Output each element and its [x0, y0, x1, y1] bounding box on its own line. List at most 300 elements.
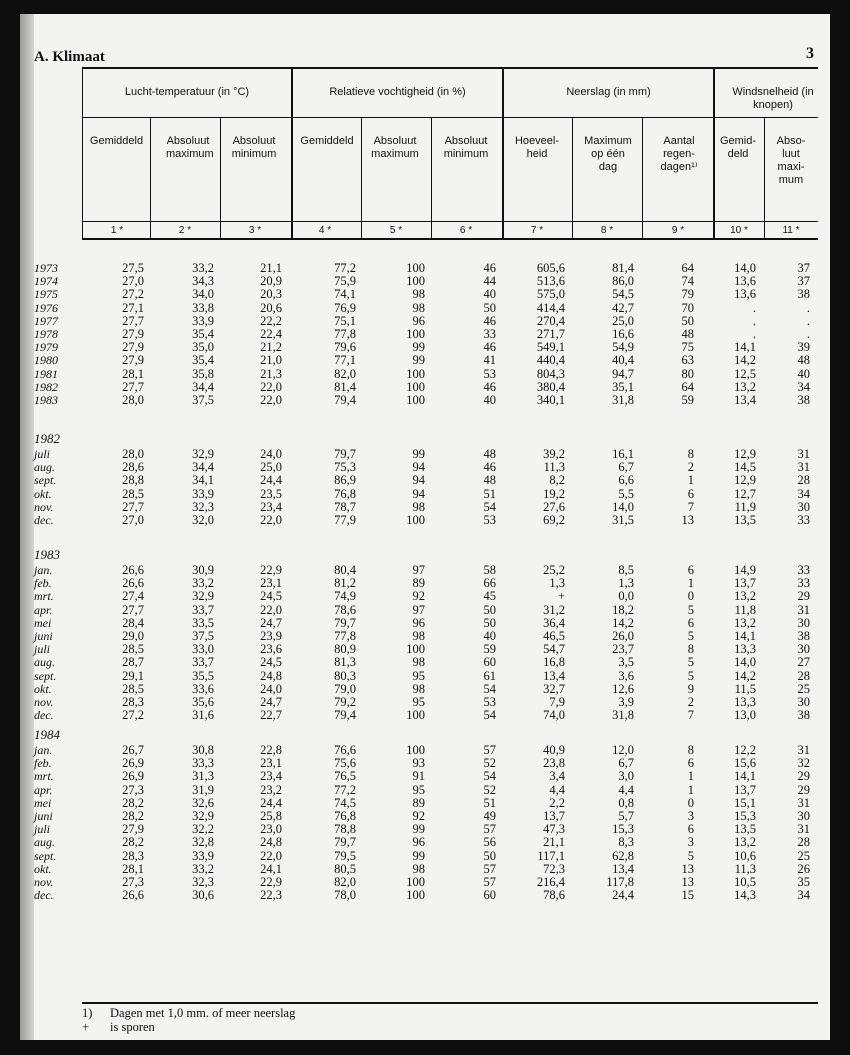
table-cell: 99: [412, 848, 425, 863]
table-cell: 86,9: [334, 473, 356, 488]
footer-rule: [82, 1002, 818, 1004]
table-cell: 45: [483, 589, 496, 604]
table-cell: 48: [681, 327, 694, 341]
table-cell: 98: [412, 655, 425, 670]
table-cell: 3,9: [618, 695, 634, 709]
table-cell: 33: [797, 513, 810, 527]
table-cell: 414,4: [536, 300, 565, 315]
table-cell: 82,0: [334, 366, 356, 381]
row-label: dec.: [34, 708, 54, 723]
table-cell: 60: [483, 888, 496, 903]
table-cell: 40: [483, 393, 496, 407]
table-cell: 14,0: [734, 655, 756, 670]
table-cell: 14,1: [734, 629, 756, 643]
table-cell: 94: [412, 460, 425, 475]
table-cell: 24,4: [260, 795, 282, 810]
table-cell: 19,2: [543, 486, 565, 501]
table-cell: 79,6: [334, 340, 356, 355]
table-cell: 100: [406, 393, 425, 407]
table-cell: 69,2: [543, 513, 565, 527]
row-label: jan.: [34, 743, 53, 757]
table-cell: 13,0: [734, 708, 756, 723]
table-cell: 80,5: [334, 861, 356, 876]
table-cell: 3: [687, 809, 694, 823]
table-cell: 48: [483, 473, 496, 488]
table-cell: 22,9: [260, 875, 282, 889]
table-cell: 23,4: [260, 499, 282, 514]
table-cell: 44: [483, 274, 496, 289]
table-cell: 51: [483, 795, 496, 810]
table-cell: 13,7: [734, 576, 756, 591]
table-cell: 74: [681, 274, 694, 289]
table-cell: 10,5: [734, 875, 756, 889]
table-cell: 98: [412, 287, 425, 302]
table-cell: 35,4: [192, 327, 214, 341]
row-label: juni: [34, 629, 53, 643]
table-cell: 30: [797, 809, 810, 823]
table-cell: 10,6: [734, 848, 756, 863]
table-cell: 340,1: [536, 393, 565, 407]
table-cell: 54: [483, 708, 496, 723]
table-cell: 26,6: [122, 563, 144, 577]
table-cell: 37: [797, 274, 810, 289]
group-header-precipitation: Neerslag (in mm): [566, 86, 651, 98]
table-cell: 3,5: [618, 655, 634, 670]
table-cell: 33: [483, 327, 496, 341]
table-cell: 14,1: [734, 340, 756, 355]
table-cell: 12,9: [734, 473, 756, 488]
column-number: 2 *: [178, 225, 192, 236]
table-cell: 48: [797, 353, 810, 368]
footnote-text: Dagen met 1,0 mm. of meer neerslag: [110, 1006, 296, 1020]
table-cell: 32,9: [192, 809, 214, 823]
table-cell: 13: [681, 875, 694, 889]
table-cell: 117,1: [537, 848, 565, 863]
table-cell: 33,9: [192, 848, 214, 863]
table-cell: 14,2: [612, 615, 634, 630]
table-cell: 35,1: [612, 379, 634, 394]
table-cell: 53: [483, 695, 496, 709]
table-cell: 33,7: [192, 655, 214, 670]
document-page: [20, 14, 830, 1040]
table-cell: 28,6: [122, 460, 144, 475]
table-cell: 12,9: [734, 447, 756, 461]
table-cell: 78,0: [334, 888, 356, 903]
table-cell: 57: [483, 743, 496, 757]
table-cell: 27,7: [122, 602, 144, 617]
table-cell: 80,3: [334, 668, 356, 683]
table-cell: 28: [797, 835, 810, 850]
table-cell: 38: [797, 629, 810, 643]
table-cell: 14,1: [734, 769, 756, 784]
table-cell: 96: [412, 835, 425, 850]
row-label: sept.: [34, 473, 57, 488]
table-cell: 31,8: [612, 393, 634, 407]
row-label: 1976: [34, 300, 58, 315]
row-label: aug.: [34, 835, 55, 850]
footnote-text: is sporen: [110, 1020, 155, 1034]
table-cell: 76,9: [334, 300, 356, 315]
table-cell: 80: [681, 366, 694, 381]
row-label: nov.: [34, 499, 54, 514]
row-label: mrt.: [34, 769, 54, 784]
column-separator: [361, 118, 362, 239]
table-cell: 4,4: [618, 782, 634, 797]
table-cell: 46: [483, 261, 496, 275]
table-cell: 80,9: [334, 642, 356, 657]
table-cell: 5: [687, 655, 694, 670]
table-cell: 54: [483, 499, 496, 514]
table-cell: 29,1: [122, 668, 144, 683]
table-cell: 13,6: [734, 287, 756, 302]
table-cell: 15,3: [612, 822, 634, 837]
table-cell: 100: [406, 327, 425, 341]
table-cell: 5: [687, 848, 694, 863]
table-cell: 11,3: [734, 861, 756, 876]
table-cell: 28: [797, 668, 810, 683]
table-cell: 26,0: [612, 629, 634, 643]
table-cell: 32,3: [192, 499, 214, 514]
table-cell: 32,9: [192, 589, 214, 604]
table-cell: 100: [406, 261, 425, 275]
table-cell: 28,8: [122, 473, 144, 488]
row-label: mei: [34, 795, 52, 810]
table-cell: 31: [797, 447, 810, 461]
table-cell: 79,4: [334, 708, 356, 723]
table-cell: 77,8: [334, 327, 356, 341]
table-cell: 13,3: [734, 695, 756, 709]
table-cell: 57: [483, 875, 496, 889]
table-cell: 8,3: [618, 835, 634, 850]
table-cell: 31: [797, 460, 810, 475]
table-cell: 50: [483, 848, 496, 863]
table-cell: 13: [681, 861, 694, 876]
table-cell: 30,6: [192, 888, 214, 903]
table-cell: 1: [687, 782, 694, 797]
table-cell: 29: [797, 589, 810, 604]
row-label: juli: [34, 822, 51, 837]
table-cell: 28,7: [122, 655, 144, 670]
table-cell: 12,2: [734, 743, 756, 757]
table-cell: 33: [797, 563, 810, 577]
table-cell: 51: [483, 486, 496, 501]
table-cell: 33,5: [192, 615, 214, 630]
table-cell: 100: [406, 366, 425, 381]
table-cell: 89: [412, 576, 425, 591]
table-cell: 27: [797, 655, 810, 670]
table-cell: 2,2: [549, 795, 565, 810]
table-cell: 25: [797, 681, 810, 696]
row-label: 1978: [34, 327, 58, 341]
column-header: Gemiddeld: [300, 135, 354, 147]
table-cell: 15,1: [734, 795, 756, 810]
table-cell: 27,3: [122, 875, 144, 889]
table-cell: 2: [687, 695, 694, 709]
table-cell: 15: [681, 888, 694, 903]
table-cell: 28,1: [122, 366, 144, 381]
table-cell: 24,4: [612, 888, 634, 903]
header-mid-rule: [82, 117, 818, 118]
table-cell: 15,3: [734, 809, 756, 823]
table-cell: 31,2: [543, 602, 565, 617]
table-cell: 94,7: [612, 366, 634, 381]
table-cell: 22,0: [260, 379, 282, 394]
table-cell: 75: [681, 340, 694, 355]
table-cell: 13,6: [734, 274, 756, 289]
table-cell: 58: [483, 563, 496, 577]
column-number: 11 *: [782, 225, 800, 236]
table-cell: 8,5: [618, 563, 634, 577]
table-cell: 33: [797, 576, 810, 591]
table-cell: 2: [687, 460, 694, 475]
row-label: nov.: [34, 875, 54, 889]
table-cell: 78,7: [334, 499, 356, 514]
table-cell: 82,0: [334, 875, 356, 889]
table-cell: 28,0: [122, 447, 144, 461]
table-cell: 37: [797, 261, 810, 275]
table-cell: 27,4: [122, 589, 144, 604]
row-label: juni: [34, 809, 53, 823]
table-cell: 99: [412, 822, 425, 837]
table-cell: 72,3: [543, 861, 565, 876]
table-cell: 11,3: [543, 460, 565, 475]
table-cell: 11,5: [734, 681, 756, 696]
table-cell: 13,2: [734, 835, 756, 850]
table-cell: 46: [483, 340, 496, 355]
row-label: dec.: [34, 888, 54, 903]
table-cell: 35,5: [192, 668, 214, 683]
table-cell: 26,9: [122, 769, 144, 784]
table-cell: 28,5: [122, 486, 144, 501]
table-cell: 74,1: [334, 287, 356, 302]
table-cell: 95: [412, 695, 425, 709]
table-cell: 3,4: [549, 769, 565, 784]
column-separator: [642, 118, 643, 239]
table-cell: 35,8: [192, 366, 214, 381]
table-cell: 13,5: [734, 513, 756, 527]
table-cell: 32,8: [192, 835, 214, 850]
table-cell: 3: [687, 835, 694, 850]
column-header: Gemid- deld: [719, 135, 757, 160]
table-cell: 78,6: [543, 888, 565, 903]
table-cell: 57: [483, 861, 496, 876]
table-cell: 32,9: [192, 447, 214, 461]
table-cell: 22,3: [260, 888, 282, 903]
row-label: 1973: [34, 261, 58, 275]
table-cell: 38: [797, 287, 810, 302]
table-cell: 9: [687, 681, 694, 696]
table-cell: 81,4: [612, 261, 634, 275]
table-cell: 13: [681, 513, 694, 527]
table-cell: 5: [687, 629, 694, 643]
table-cell: 50: [483, 602, 496, 617]
table-cell: 6: [687, 486, 694, 501]
table-cell: 100: [406, 743, 425, 757]
column-separator: [572, 118, 573, 239]
table-cell: 20,9: [260, 274, 282, 289]
block-year-title: 1984: [34, 727, 60, 742]
table-cell: 29,0: [122, 629, 144, 643]
row-label: 1980: [34, 353, 58, 368]
row-label: aug.: [34, 655, 55, 670]
table-cell: 97: [412, 563, 425, 577]
table-cell: 25,2: [543, 563, 565, 577]
table-cell: 117,8: [606, 875, 634, 889]
table-cell: 575,0: [536, 287, 565, 302]
column-header: Gemiddeld: [89, 135, 144, 147]
table-cell: 27,2: [122, 287, 144, 302]
table-cell: 23,2: [260, 782, 282, 797]
table-cell: 13,7: [543, 809, 565, 823]
table-cell: 24,7: [260, 695, 282, 709]
table-cell: 6,6: [618, 473, 634, 488]
table-cell: 21,3: [260, 366, 282, 381]
table-cell: 98: [412, 300, 425, 315]
table-cell: 32,3: [192, 875, 214, 889]
table-cell: 34,4: [192, 379, 214, 394]
table-cell: 28,5: [122, 681, 144, 696]
table-cell: 5: [687, 668, 694, 683]
table-cell: 23,4: [260, 769, 282, 784]
table-cell: 27,9: [122, 353, 144, 368]
table-cell: 11,8: [734, 602, 756, 617]
table-cell: 46,5: [543, 629, 565, 643]
table-cell: 549,1: [536, 340, 565, 355]
column-header: Abso- luut maxi- mum: [776, 135, 806, 186]
column-header: Aantal regen- dagen¹⁾: [660, 135, 698, 173]
table-cell: 39: [797, 340, 810, 355]
table-cell: 74,0: [543, 708, 565, 723]
table-cell: 60: [483, 655, 496, 670]
table-cell: 54: [483, 681, 496, 696]
table-cell: 95: [412, 782, 425, 797]
table-cell: 14,2: [734, 668, 756, 683]
table-cell: 92: [412, 589, 425, 604]
table-cell: 54,5: [612, 287, 634, 302]
table-cell: 1,3: [618, 576, 634, 591]
table-cell: 28,2: [122, 809, 144, 823]
header-num-rule: [82, 221, 818, 222]
table-cell: 30,8: [192, 743, 214, 757]
table-cell: 13,2: [734, 379, 756, 394]
column-number: 4 *: [318, 225, 332, 236]
table-cell: 21,1: [543, 835, 565, 850]
table-cell: 40: [797, 366, 810, 381]
table-cell: 1: [687, 769, 694, 784]
row-label: mrt.: [34, 589, 54, 604]
row-label: 1979: [34, 340, 58, 355]
table-cell: 25: [797, 848, 810, 863]
table-cell: 24,7: [260, 615, 282, 630]
table-cell: 7,9: [549, 695, 565, 709]
table-cell: 64: [681, 379, 694, 394]
row-label: sept.: [34, 848, 57, 863]
table-cell: 52: [483, 782, 496, 797]
table-cell: .: [752, 327, 756, 341]
row-label: juli: [34, 642, 51, 657]
table-cell: 34: [797, 888, 810, 903]
column-header: Absoluut maximum: [166, 135, 214, 160]
block-year-title: 1983: [34, 547, 60, 562]
group-header-temperature: Lucht-temperatuur (in °C): [124, 86, 250, 98]
column-number: 1 *: [110, 225, 124, 236]
table-cell: 16,6: [612, 327, 634, 341]
table-cell: 27,0: [122, 513, 144, 527]
table-cell: 77,8: [334, 629, 356, 643]
table-cell: +: [557, 589, 565, 604]
row-label: okt.: [34, 486, 52, 501]
table-cell: 40,9: [543, 743, 565, 757]
table-cell: .: [806, 300, 810, 315]
table-cell: 23,5: [260, 486, 282, 501]
table-cell: 100: [406, 274, 425, 289]
table-cell: 24,0: [260, 681, 282, 696]
table-cell: 75,6: [334, 756, 356, 771]
page-binding-shadow: [20, 14, 34, 1040]
header-bottom-rule: [82, 238, 818, 240]
row-label: okt.: [34, 681, 52, 696]
table-cell: 4,4: [549, 782, 565, 797]
table-cell: 70: [681, 300, 694, 315]
table-cell: 23,0: [260, 822, 282, 837]
table-cell: 48: [483, 447, 496, 461]
table-cell: 22,2: [260, 313, 282, 328]
table-cell: 1: [687, 473, 694, 488]
table-cell: 74,5: [334, 795, 356, 810]
table-cell: 13,2: [734, 589, 756, 604]
table-cell: 21,1: [260, 261, 282, 275]
table-cell: 8: [687, 642, 694, 657]
table-cell: 18,2: [612, 602, 634, 617]
table-cell: 23,1: [260, 576, 282, 591]
row-label: 1975: [34, 287, 58, 302]
table-cell: 77,2: [334, 261, 356, 275]
table-cell: 28,2: [122, 835, 144, 850]
table-cell: .: [806, 327, 810, 341]
table-cell: 94: [412, 486, 425, 501]
column-separator: [431, 118, 432, 239]
column-header: Absoluut minimum: [231, 135, 277, 160]
table-cell: 24,4: [260, 473, 282, 488]
table-cell: 14,2: [734, 353, 756, 368]
table-cell: 93: [412, 756, 425, 771]
table-cell: 26,7: [122, 743, 144, 757]
row-label: sept.: [34, 668, 57, 683]
table-cell: 96: [412, 313, 425, 328]
table-cell: 5: [687, 602, 694, 617]
table-cell: 22,0: [260, 393, 282, 407]
row-label: 1982: [34, 379, 58, 394]
table-cell: 76,6: [334, 743, 356, 757]
table-cell: 26,9: [122, 756, 144, 771]
table-cell: 28,0: [122, 393, 144, 407]
column-number: 8 *: [600, 225, 614, 236]
row-label: 1981: [34, 366, 58, 381]
table-cell: 100: [406, 708, 425, 723]
table-cell: 20,3: [260, 287, 282, 302]
table-cell: 74,9: [334, 589, 356, 604]
table-cell: 97: [412, 602, 425, 617]
table-cell: 270,4: [536, 313, 565, 328]
table-cell: 31,3: [192, 769, 214, 784]
column-number: 7 *: [530, 225, 544, 236]
table-cell: 6,7: [618, 756, 634, 771]
table-cell: 94: [412, 473, 425, 488]
group-separator: [713, 68, 715, 239]
table-cell: 98: [412, 861, 425, 876]
footnote-mark: +: [82, 1020, 90, 1034]
footnote-mark: 1): [82, 1006, 93, 1020]
